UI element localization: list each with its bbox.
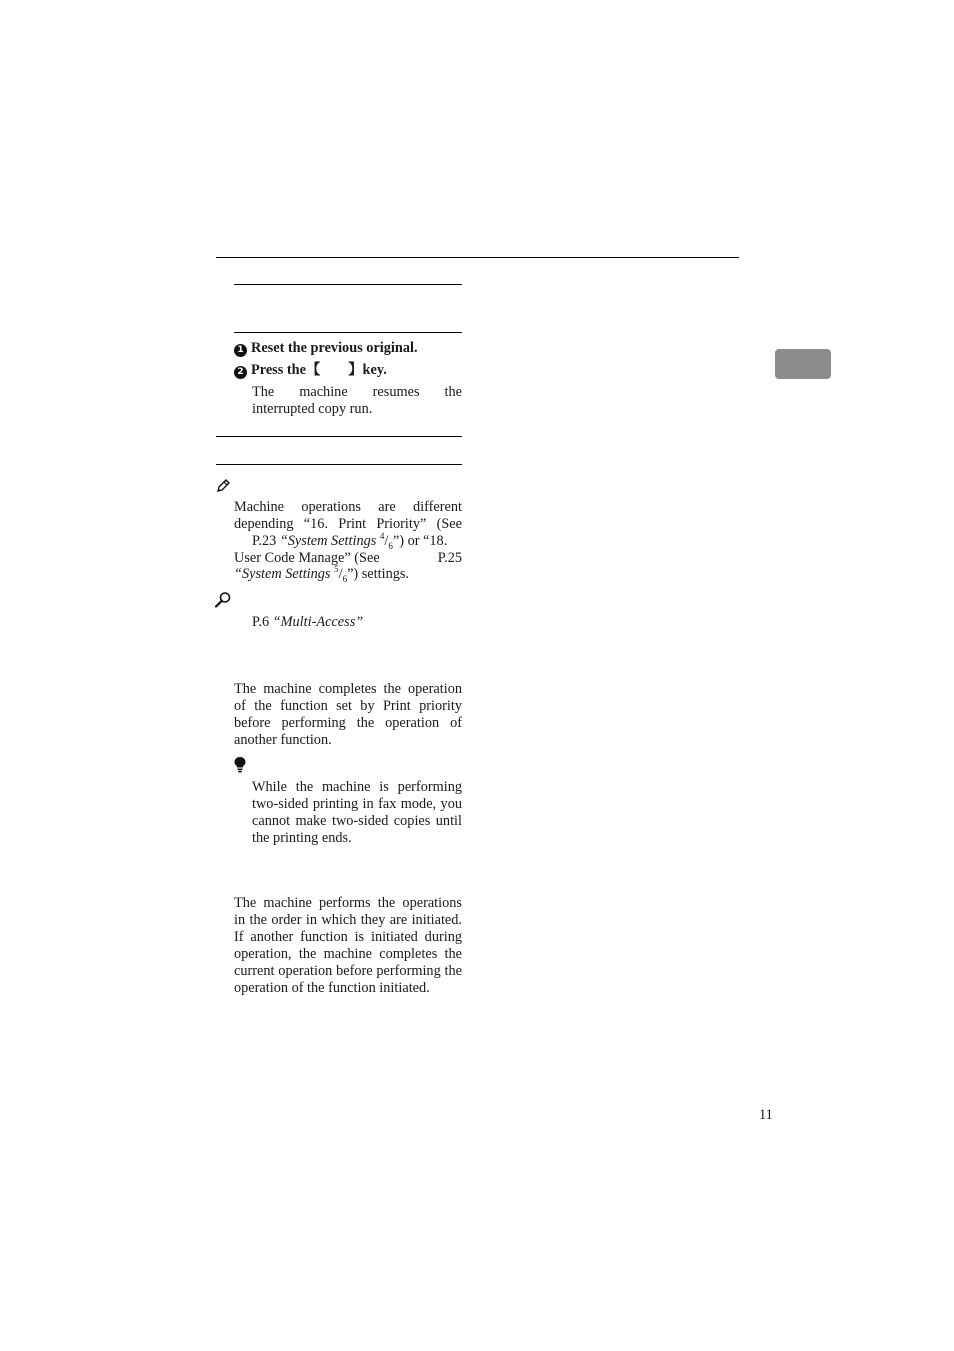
note-text-1: Machine operations are different depending “16. Print Priority” (See <box>234 499 462 532</box>
note-line-3: P.23 “System Settings $^4/_6$”) or “18. <box>252 531 448 551</box>
note-end-2: ”) settings. <box>347 566 410 582</box>
reference-link[interactable]: “Multi-Access” <box>272 614 364 630</box>
note-link-2[interactable]: “System Settings <box>234 566 331 582</box>
divider-rule-2 <box>216 464 462 465</box>
note-sup-2: 5 <box>334 564 339 575</box>
lightbulb-icon <box>233 756 247 774</box>
note-end-1: ”) or “18. <box>392 533 448 549</box>
note-text-3: User Code Manage” (See <box>234 550 380 566</box>
step-note: The machine resumes the interrupted copy run. <box>252 384 462 417</box>
section-rule-bottom <box>234 332 462 333</box>
step-2-text-after: key. <box>362 362 387 378</box>
note-sub-1: 6 <box>388 540 393 551</box>
key-bracket-open: 【 <box>305 362 321 378</box>
divider-rule-1 <box>216 436 462 437</box>
note-ref-1: P.23 <box>252 533 277 549</box>
note-link-1[interactable]: “System Settings <box>279 533 377 549</box>
note-sup-1: 4 <box>379 531 385 542</box>
page-number: 11 <box>759 1107 773 1123</box>
pencil-icon <box>215 478 231 494</box>
note-sub-2: 6 <box>342 573 348 584</box>
step-2 <box>234 362 464 379</box>
step-number-1: 1 <box>234 344 247 357</box>
magnifier-icon <box>214 591 232 609</box>
reference-line <box>252 614 462 631</box>
step-2-text-before: Press the <box>251 362 306 378</box>
note-line-5: “System Settings $^5/_6$”) settings. <box>234 564 410 584</box>
chapter-tab <box>775 349 831 379</box>
note-ref-2: P.25 <box>437 550 462 566</box>
note-line-4 <box>234 550 462 567</box>
section-rule-top <box>234 284 462 285</box>
print-priority-paragraph: The machine completes the operation of the function set by Print priority before performing the operation of another function. <box>234 681 462 748</box>
header-rule <box>216 257 739 258</box>
reference-page: P.6 <box>252 614 270 630</box>
step-number-2: 2 <box>234 366 247 379</box>
note-line-1 <box>234 499 462 533</box>
step-1-text: Reset the previous original. <box>251 340 418 356</box>
order-paragraph: The machine performs the operations in the order in which they are initiated. If another function is initiated during operation, the machine completes the current operation before performing the operation of the function initiated. <box>234 895 462 996</box>
key-bracket-close: 】 <box>348 362 363 378</box>
step-1 <box>234 340 464 357</box>
limitation-text: While the machine is performing two-sided printing in fax mode, you cannot make two-sided copies until the printing ends. <box>252 779 462 846</box>
